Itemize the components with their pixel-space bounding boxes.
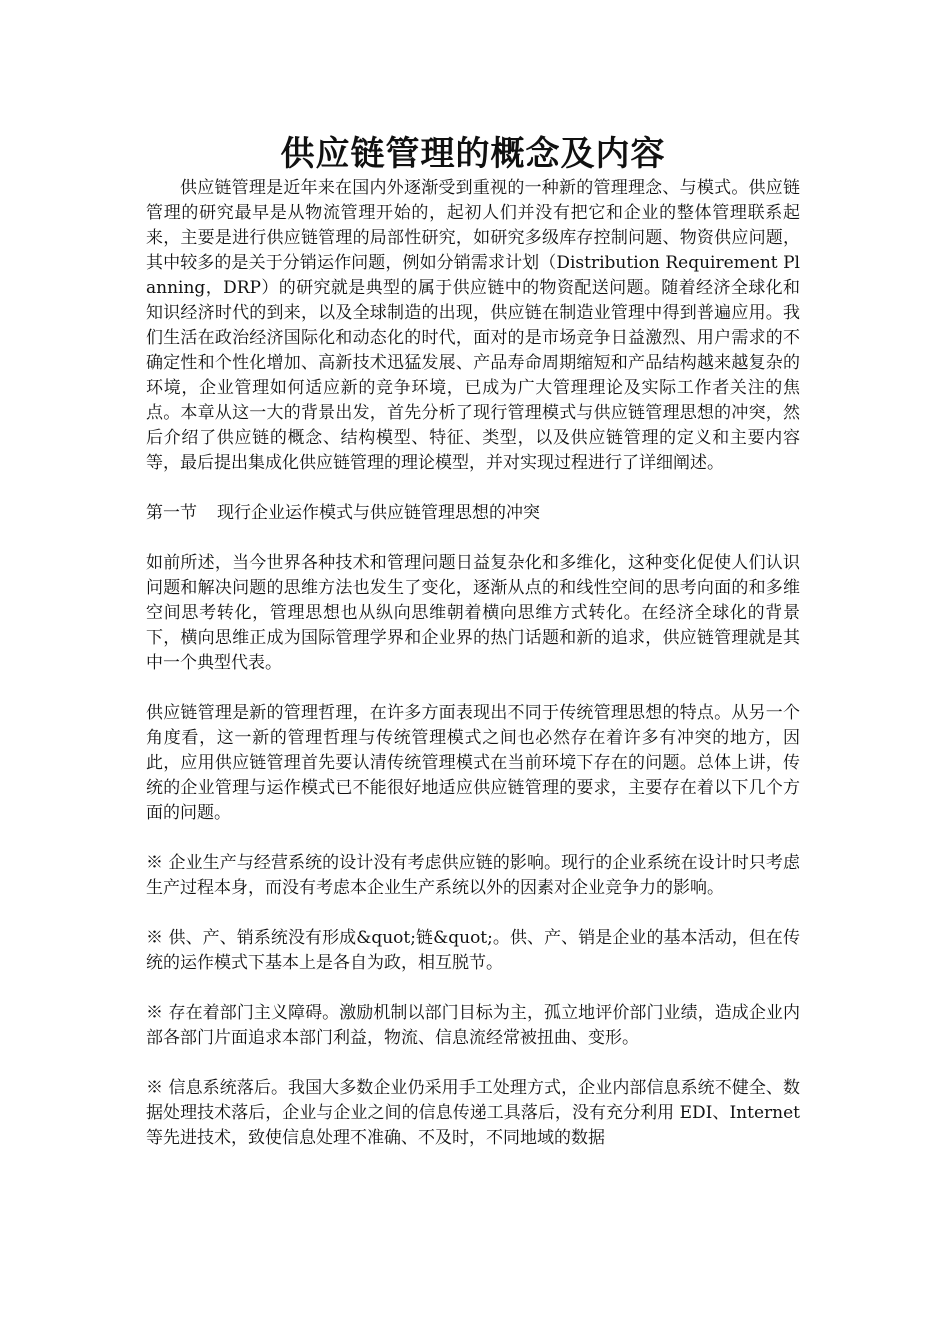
bullet-paragraph-2: ※ 供、产、销系统没有形成&quot;链&quot;。供、产、销是企业的基本活动，但在传统的运作模式下基本上是各自为政，相互脱节。 bbox=[146, 928, 800, 973]
paragraph-gap bbox=[146, 676, 800, 701]
bullet-paragraph-1: ※ 企业生产与经营系统的设计没有考虑供应链的影响。现行的企业系统在设计时只考虑生产过程本身，而没有考虑本企业生产系统以外的因素对企业竞争力的影响。 bbox=[146, 853, 800, 898]
paragraph-gap bbox=[146, 901, 800, 926]
bullet-paragraph-3: ※ 存在着部门主义障碍。激励机制以部门目标为主，孤立地评价部门业绩，造成企业内部各部门片面追求本部门利益，物流、信息流经常被扭曲、变形。 bbox=[146, 1003, 800, 1048]
intro-paragraph: 供应链管理是近年来在国内外逐渐受到重视的一种新的管理理念、与模式。供应链管理的研究最早是从物流管理开始的，起初人们并没有把它和企业的整体管理联系起来，主要是进行供应链管理的局部性研究，如研究多级库存控制问题、物资供应问题，其中较多的是关于分销运作问题，例如分销需求计划（Distribution Requirement Planning，DRP）的研究就是典型的属于供应链中的物资配送问题。随着经济全球化和知识经济时代的到来，以及全球制造的出现，供应链在制造业管理中得到普遍应用。我们生活在政治经济国际化和动态化的时代，面对的是市场竞争日益激烈、用户需求的不确定性和个性化增加、高新技术迅猛发展、产品寿命周期缩短和产品结构越来越复杂的环境，企业管理如何适应新的竞争环境，已成为广大管理理论及实际工作者关注的焦点。本章从这一大的背景出发，首先分析了现行管理模式与供应链管理思想的冲突，然后介绍了供应链的概念、结构模型、特征、类型，以及供应链管理的定义和主要内容等，最后提出集成化供应链管理的理论模型，并对实现过程进行了详细阐述。 bbox=[146, 178, 800, 473]
section-number: 第一节 bbox=[146, 503, 197, 523]
body-paragraph-2: 供应链管理是新的管理哲理，在许多方面表现出不同于传统管理思想的特点。从另一个角度看，这一新的管理哲理与传统管理模式之间也必然存在着许多有冲突的地方，因此，应用供应链管理首先要认清传统管理模式在当前环境下存在的问题。总体上讲，传统的企业管理与运作模式已不能很好地适应供应链管理的要求，主要存在着以下几个方面的问题。 bbox=[146, 703, 800, 823]
bullet-paragraph-4: ※ 信息系统落后。我国大多数企业仍采用手工处理方式，企业内部信息系统不健全、数据处理技术落后，企业与企业之间的信息传递工具落后，没有充分利用 EDI、Internet 等先进技术，致使信息处理不准确、不及时，不同地域的数据 bbox=[146, 1078, 800, 1148]
paragraph-gap bbox=[146, 1051, 800, 1076]
section-heading bbox=[146, 501, 800, 526]
paragraph-gap bbox=[146, 476, 800, 501]
body-paragraph-1: 如前所述，当今世界各种技术和管理问题日益复杂化和多维化，这种变化促使人们认识问题和解决问题的思维方法也发生了变化，逐渐从点的和线性空间的思考向面的和多维空间思考转化，管理思想也从纵向思维朝着横向思维方式转化。在经济全球化的背景下，横向思维正成为国际管理学界和企业界的热门话题和新的追求，供应链管理就是其中一个典型代表。 bbox=[146, 553, 800, 673]
paragraph-gap bbox=[146, 976, 800, 1001]
paragraph-gap bbox=[146, 526, 800, 551]
section-title: 现行企业运作模式与供应链管理思想的冲突 bbox=[217, 503, 540, 523]
paragraph-gap bbox=[146, 826, 800, 851]
document-title: 供应链管理的概念及内容 bbox=[280, 134, 666, 174]
